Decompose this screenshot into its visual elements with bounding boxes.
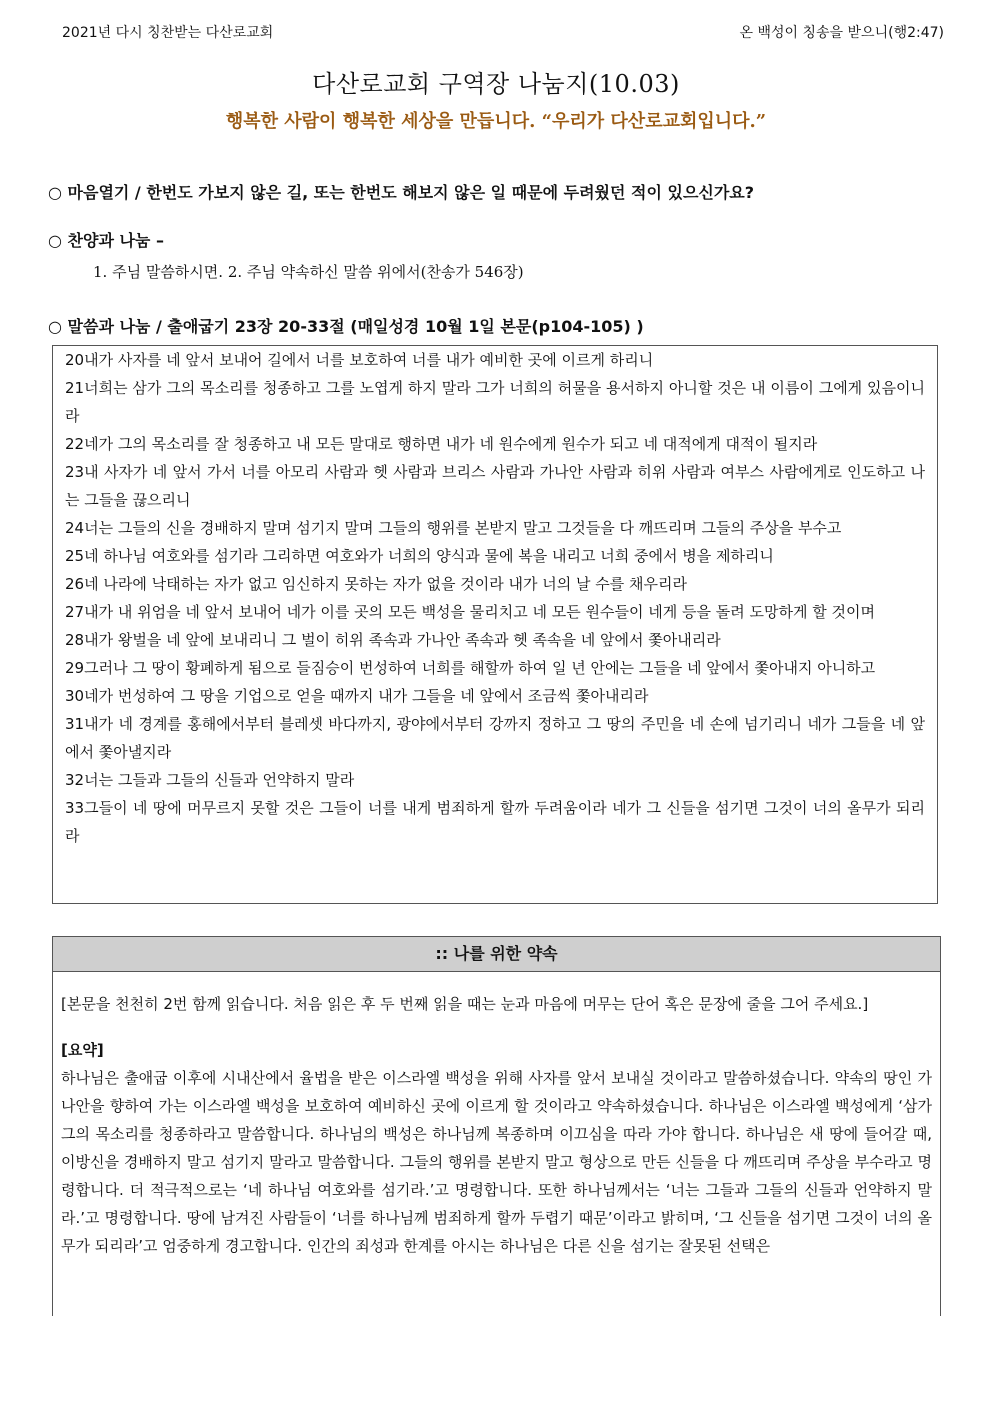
summary-text: 하나님은 출애굽 이후에 시내산에서 율법을 받은 이스라엘 백성을 위해 사자를 앞서 보내실 것이라고 말씀하셨습니다. 약속의 땅인 가나안을 향하여 가는 이스라엘 백성을 보호하여 예비하신 곳에 이르게 할 것이라고 약속하셨습니다. 하나님은 이스라엘 백성에게 ‘삼가 그의 목소리를 청종하라고 말씀합니다. 하나님의 백성은 하나님께 복종하며 이끄심을 따라 가야 합니다. 하나님은 새 땅에 들어갈 때, 이방신을 경배하지 말고 섬기지 말라고 말씀합니다. 그들의 행위를 본받지 말고 형상으로 만든 신들을 다 깨뜨리며 주상을 부수라고 명령합니다. 더 적극적으로는 ‘네 하나님 여호와를 섬기라.’고 명령합니다. 또한 하나님께서는 ‘너는 그들과 그들의 신들과 언약하지 말라.’고 명령합니다. 땅에 남겨진 사람들이 ‘너를 하나님께 범죄하게 할까 두렵기 때문’이라고 밝히며, ‘그 신들을 섬기면 그것이 너의 올무가 되리라’고 엄중하게 경고합니다. 인간의 죄성과 한계를 아시는 하나님은 다른 신을 섬기는 잘못된 선택은 (61, 1069, 932, 1255)
word-heading: ○ 말씀과 나눔 / 출애굽기 23장 20-33절 (매일성경 10월 1일 본문(p104-105) ) (48, 317, 644, 336)
verse-22: 22네가 그의 목소리를 잘 청종하고 내 모든 말대로 행하면 내가 네 원수에게 원수가 되고 네 대적에게 대적이 될지라 (65, 435, 818, 453)
verse-20: 20내가 사자를 네 앞서 보내어 길에서 너를 보호하여 너를 내가 예비한 곳에 이르게 하리니 (65, 351, 654, 369)
promise-heading: :: 나를 위한 약속 (53, 937, 940, 972)
summary-label: [요약] (61, 1041, 104, 1059)
verse-27: 27내가 내 위엄을 네 앞서 보내어 네가 이를 곳의 모든 백성을 물리치고 네 모든 원수들이 네게 등을 돌려 도망하게 할 것이며 (65, 603, 875, 621)
verse-32: 32너는 그들과 그들의 신들과 언약하지 말라 (65, 771, 355, 789)
verse-25: 25네 하나님 여호와를 섬기라 그리하면 여호와가 너희의 양식과 물에 복을 내리고 너희 중에서 병을 제하리니 (65, 547, 774, 565)
verse-30: 30네가 번성하여 그 땅을 기업으로 얻을 때까지 내가 그들을 네 앞에서 조금씩 쫓아내리라 (65, 687, 649, 705)
opening-question: ○ 마음열기 / 한번도 가보지 않은 길, 또는 한번도 해보지 않은 일 때문에 두려웠던 적이 있으신가요? (48, 183, 755, 202)
header-right-text: 온 백성이 칭송을 받으니(행2:47) (739, 25, 944, 41)
verse-23: 23내 사자가 네 앞서 가서 너를 아모리 사람과 헷 사람과 브리스 사람과 가나안 사람과 히위 사람과 여부스 사람에게로 인도하고 나는 그들을 끊으리니 (65, 463, 925, 509)
verse-24: 24너는 그들의 신을 경배하지 말며 섬기지 말며 그들의 행위를 본받지 말고 그것들을 다 깨뜨리며 그들의 주상을 부수고 (65, 519, 842, 537)
verse-31: 31내가 네 경계를 홍해에서부터 블레셋 바다까지, 광야에서부터 강까지 정하고 그 땅의 주민을 네 손에 넘기리니 네가 그들을 네 앞에서 쫓아낼지라 (65, 715, 925, 761)
header-left-text: 2021년 다시 칭찬받는 다산로교회 (62, 25, 274, 41)
scripture-box (52, 345, 938, 904)
verse-29: 29그러나 그 땅이 황폐하게 됨으로 들짐승이 번성하여 너희를 해할까 하여 일 년 안에는 그들을 네 앞에서 쫓아내지 아니하고 (65, 659, 876, 677)
praise-heading: ○ 찬양과 나눔 – (48, 231, 164, 250)
verse-28: 28내가 왕벌을 네 앞에 보내리니 그 벌이 히위 족속과 가나안 족속과 헷 족속을 네 앞에서 쫓아내리라 (65, 631, 721, 649)
promise-instruction: [본문을 천천히 2번 함께 읽습니다. 처음 읽은 후 두 번째 읽을 때는 눈과 마음에 머무는 단어 혹은 문장에 줄을 그어 주세요.] (61, 995, 869, 1013)
promise-body (53, 972, 940, 1260)
hymn-list: 1. 주님 말씀하시면. 2. 주님 약속하신 말씀 위에서(찬송가 546장) (93, 263, 524, 281)
verse-33: 33그들이 네 땅에 머무르지 못할 것은 그들이 너를 내게 범죄하게 할까 두려움이라 네가 그 신들을 섬기면 그것이 너의 올무가 되리라 (65, 799, 925, 845)
page-title: 다산로교회 구역장 나눔지(10.03) (312, 70, 680, 98)
verse-26: 26네 나라에 낙태하는 자가 없고 임신하지 못하는 자가 없을 것이라 내가 너의 날 수를 채우리라 (65, 575, 687, 593)
promise-box (52, 936, 941, 1316)
verse-21: 21너희는 삼가 그의 목소리를 청종하고 그를 노엽게 하지 말라 그가 너희의 허물을 용서하지 아니할 것은 내 이름이 그에게 있음이니라 (65, 379, 925, 425)
page-subtitle: 행복한 사람이 행복한 세상을 만듭니다. “우리가 다산로교회입니다.” (225, 111, 767, 132)
